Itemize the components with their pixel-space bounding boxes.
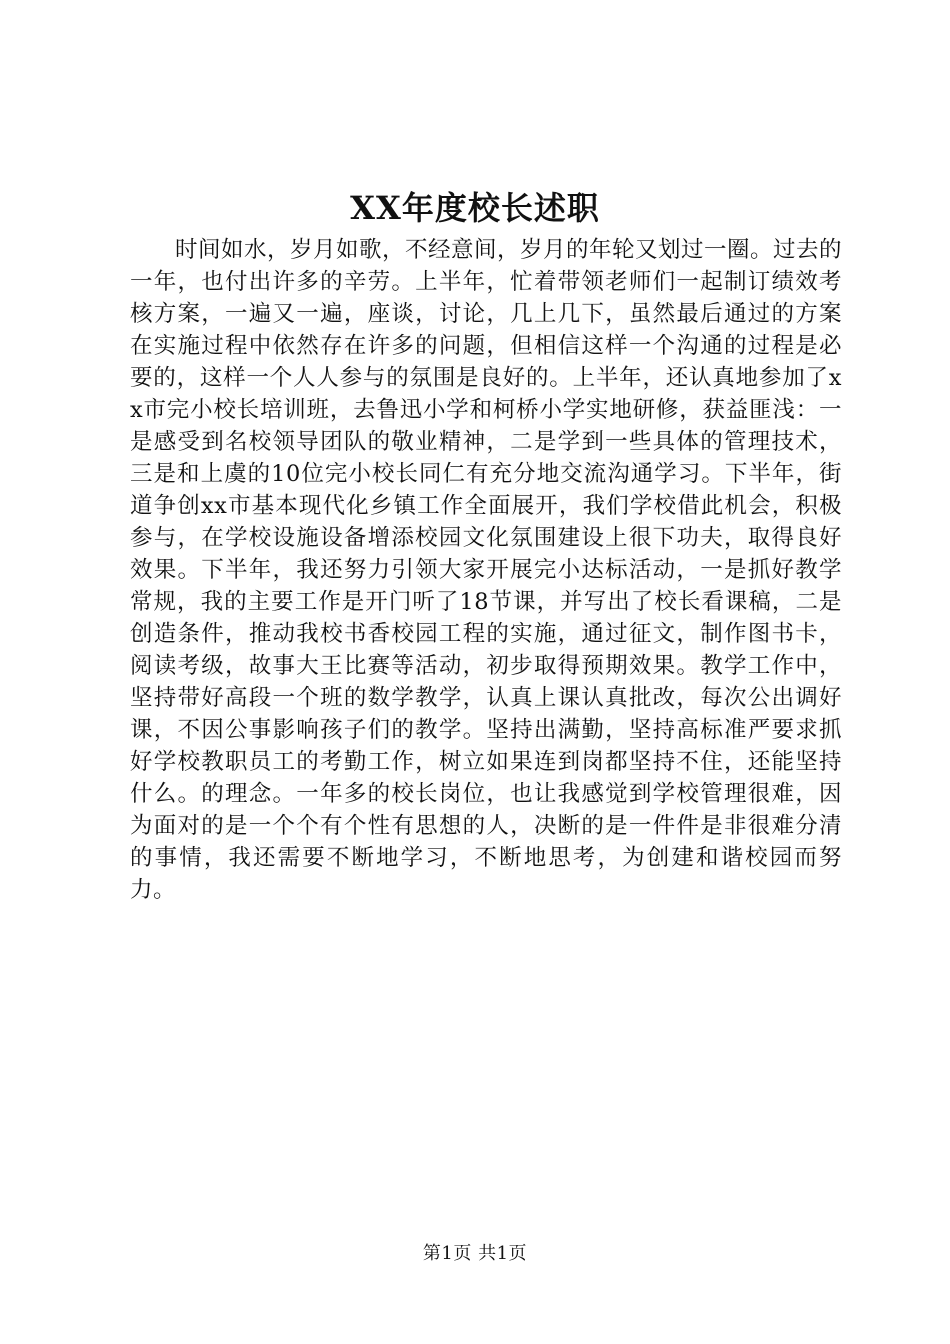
page-footer: 第1页 共1页 <box>422 1243 528 1264</box>
document-title: XX年度校长述职 <box>350 189 600 227</box>
document-body-paragraph: 时间如水，岁月如歌，不经意间，岁月的年轮又划过一圈。过去的一年，也付出许多的辛劳。上半年，忙着带领老师们一起制订绩效考核方案，一遍又一遍，座谈，讨论，几上几下，虽然最后通过的方案在实施过程中依然存在许多的问题，但相信这样一个沟通的过程是必要的，这样一个人人参与的氛围是良好的。上半年，还认真地参加了xx市完小校长培训班，去鲁迅小学和柯桥小学实地研修，获益匪浅：一是感受到名校领导团队的敬业精神，二是学到一些具体的管理技术，三是和上虞的10位完小校长同仁有充分地交流沟通学习。下半年，街道争创xx市基本现代化乡镇工作全面展开，我们学校借此机会，积极参与，在学校设施设备增添校园文化氛围建设上很下功夫，取得良好效果。下半年，我还努力引领大家开展完小达标活动，一是抓好教学常规，我的主要工作是开门听了18节课，并写出了校长看课稿，二是创造条件，推动我校书香校园工程的实施，通过征文，制作图书卡，阅读考级，故事大王比赛等活动，初步取得预期效果。教学工作中，坚持带好高段一个班的数学教学，认真上课认真批改，每次公出调好课，不因公事影响孩子们的教学。坚持出满勤，坚持高标准严要求抓好学校教职员工的考勤工作，树立如果连到岗都坚持不住，还能坚持什么。的理念。一年多的校长岗位，也让我感觉到学校管理很难，因为面对的是一个个有个性有思想的人，决断的是一件件是非很难分清的事情，我还需要不断地学习，不断地思考，为创建和谐校园而努力。 <box>130 237 843 903</box>
